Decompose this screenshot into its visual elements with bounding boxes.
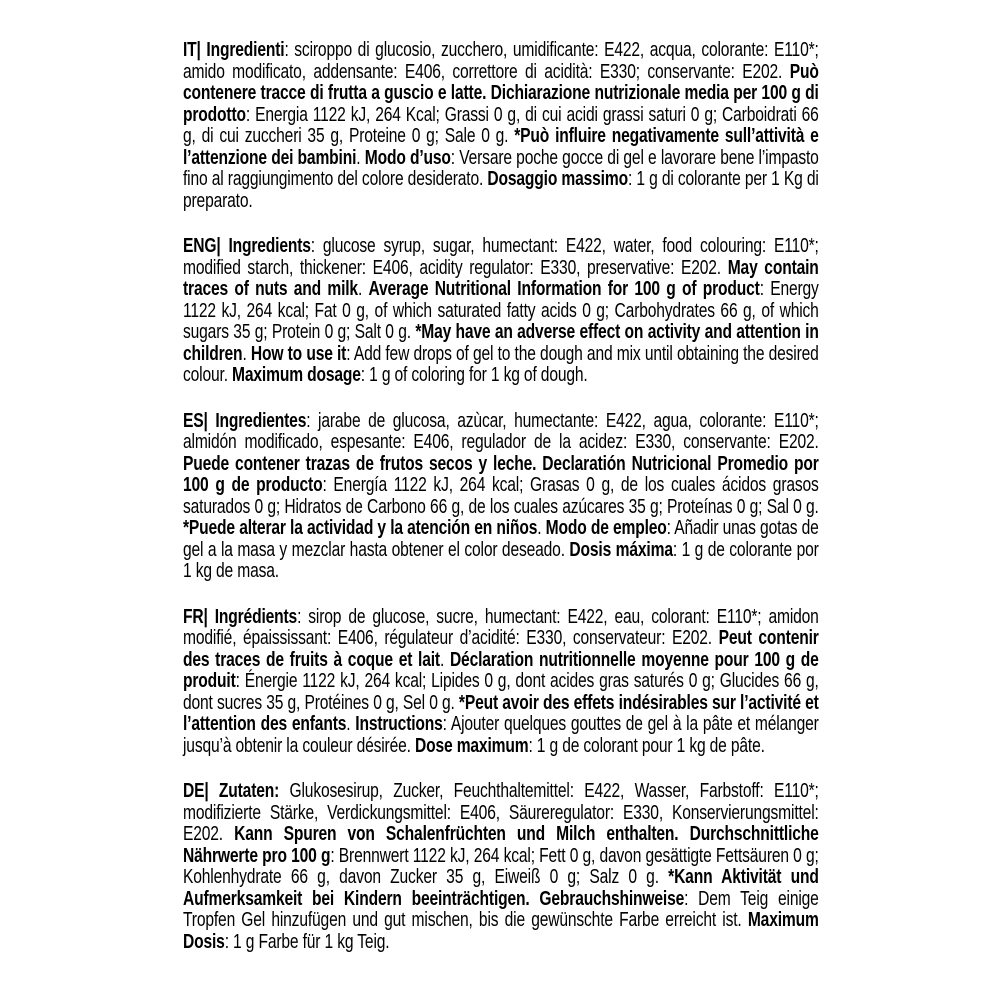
text-segment: . bbox=[357, 278, 369, 300]
ingredients-section-es bbox=[183, 411, 819, 583]
text-segment: : Ajouter quelques gouttes de gel à la pâte et mélanger jusqu’à obtenir la couleur désirée. bbox=[183, 713, 819, 757]
bold-text-segment: FR| Ingrédients bbox=[183, 605, 298, 628]
bold-text-segment: *Kann Aktivität und Aufmerksamkeit bei Kindern beeinträchtigen. Gebrauchshinweise bbox=[183, 866, 819, 910]
text-segment: : sciroppo di glucosio, zucchero, umidificante: E422, acqua, colorante: E110*; amido modificato, addensante: E406, correttore di acidità: E330; conservante: E202. bbox=[183, 39, 819, 83]
bold-text-segment: Modo de empleo bbox=[545, 517, 667, 539]
bold-text-segment: Déclaration nutritionnelle moyenne pour 100 g de produit bbox=[183, 648, 819, 692]
bold-text-segment: Average Nutritional Information for 100 g of product bbox=[368, 278, 760, 300]
text-segment: . bbox=[346, 713, 356, 735]
ingredients-text-block bbox=[183, 40, 819, 977]
bold-text-segment: Modo d’uso bbox=[364, 146, 451, 169]
bold-text-segment: IT| Ingredienti bbox=[183, 39, 285, 61]
text-segment: . bbox=[439, 648, 450, 671]
bold-text-segment: *Puede alterar la actividad y la atención en niños bbox=[183, 517, 538, 539]
bold-text-segment: Maximum dosage bbox=[232, 364, 361, 386]
text-segment: . bbox=[537, 517, 546, 539]
text-segment: : Versare poche gocce di gel e lavorare bene l’impasto fino al raggiungimento del colore desiderato. bbox=[183, 146, 819, 190]
text-segment: : 1 g de colorante por 1 kg de masa. bbox=[183, 538, 819, 582]
bold-text-segment: May contain traces of nuts and milk bbox=[183, 256, 819, 300]
text-segment: . bbox=[242, 342, 251, 365]
text-segment: : 1 g di colorante per 1 Kg di preparato. bbox=[183, 168, 819, 212]
bold-text-segment: Kann Spuren von Schalenfrüchten und Milch enthalten. Durchschnittliche Nährwerte pro 100 g bbox=[183, 823, 819, 867]
text-segment: : glucose syrup, sugar, humectant: E422, water, food colouring: E110*; modified starch, thickener: E406, acidity regulator: E330, preservative: E202. bbox=[183, 235, 819, 279]
bold-text-segment: Dosis máxima bbox=[569, 538, 673, 561]
bold-text-segment: *Può influire negativamente sull’attività e l’attenzione dei bambini bbox=[183, 125, 819, 169]
text-segment: : Energia 1122 kJ, 264 Kcal; Grassi 0 g, di cui acidi grassi saturi 0 g; Carboidrati 66 g, di cui zuccheri 35 g, Proteine 0 g; Sale 0 g. bbox=[183, 103, 819, 147]
bold-text-segment: Può contenere tracce di frutta a guscio e latte. Dichiarazione nutrizionale media per 100 g di prodotto bbox=[183, 60, 819, 126]
bold-text-segment: ES| Ingredientes bbox=[183, 409, 307, 432]
ingredients-section-fr bbox=[183, 607, 819, 758]
bold-text-segment: Instructions bbox=[355, 713, 443, 735]
bold-text-segment: *May have an adverse effect on activity and attention in children bbox=[183, 321, 819, 365]
ingredients-section-eng bbox=[183, 236, 819, 387]
text-segment: : Add few drops of gel to the dough and mix until obtaining the desired colour. bbox=[183, 342, 819, 386]
bold-text-segment: *Peut avoir des effets indésirables sur l’activité et l’attention des enfants bbox=[183, 691, 819, 735]
text-segment: : sirop de glucose, sucre, humectant: E422, eau, colorant: E110*; amidon modifié, épaississant: E406, régulateur d’acidité: E330, conservateur: E202. bbox=[183, 605, 819, 649]
bold-text-segment: Maximum Dosis bbox=[183, 909, 819, 953]
text-segment: . bbox=[356, 146, 365, 169]
text-segment: : 1 g Farbe für 1 kg Teig. bbox=[224, 930, 390, 953]
text-segment: : Energy 1122 kJ, 264 kcal; Fat 0 g, of which saturated fatty acids 0 g; Carbohydrates 66 g, of which sugars 35 g; Protein 0 g; Salt 0 g. bbox=[183, 278, 819, 343]
ingredients-section-de bbox=[183, 781, 819, 953]
text-segment: : Energía 1122 kJ, 264 kcal; Grasas 0 g, de los cuales ácidos grasos saturados 0 g; Hidratos de Carbono 66 g, de los cuales azúcares 35 g; Proteínas 0 g; Sal 0 g. bbox=[183, 474, 819, 518]
bold-text-segment: Dosaggio massimo bbox=[487, 168, 628, 190]
text-segment: : jarabe de glucosa, azùcar, humectante: E422, agua, colorante: E110*; almidón modificado, espesante: E406, regulador de la acidez: E330, conservante: E202. bbox=[183, 409, 819, 453]
bold-text-segment: DE| Zutaten: bbox=[183, 780, 280, 802]
bold-text-segment: Peut contenir des traces de fruits à coque et lait bbox=[183, 627, 819, 671]
text-segment: : 1 g de colorant pour 1 kg de pâte. bbox=[528, 734, 765, 757]
text-segment: Glukosesirup, Zucker, Feuchthaltemittel: E422, Wasser, Farbstoff: E110*; modifizierte Stärke, Verdickungsmittel: E406, Säureregulator: E330, Konservierungsmittel: E202. bbox=[183, 780, 819, 845]
ingredients-section-it bbox=[183, 40, 819, 212]
text-segment: : Añadir unas gotas de gel a la masa y mezclar hasta obtener el color deseado. bbox=[183, 517, 819, 561]
text-segment: : Brennwert 1122 kJ, 264 kcal; Fett 0 g, davon gesättigte Fettsäuren 0 g; Kohlenhydrate 66 g, davon Zucker 35 g, Eiweiß 0 g; Salz 0 g. bbox=[183, 844, 819, 888]
bold-text-segment: Dose maximum bbox=[415, 734, 529, 757]
bold-text-segment: ENG| Ingredients bbox=[183, 235, 311, 257]
bold-text-segment: Puede contener trazas de frutos secos y leche. Declaratión Nutricional Promedio por 100 g de producto bbox=[183, 452, 819, 496]
text-segment: : Énergie 1122 kJ, 264 kcal; Lipides 0 g, dont acides gras saturés 0 g; Glucides 66 g, dont sucres 35 g, Protéines 0 g, Sel 0 g. bbox=[183, 670, 819, 714]
text-segment: : Dem Teig einige Tropfen Gel hinzufügen und gut mischen, bis die gewünschte Farbe erreicht ist. bbox=[183, 887, 819, 931]
text-segment: : 1 g of coloring for 1 kg of dough. bbox=[360, 364, 588, 386]
bold-text-segment: How to use it bbox=[250, 342, 347, 365]
